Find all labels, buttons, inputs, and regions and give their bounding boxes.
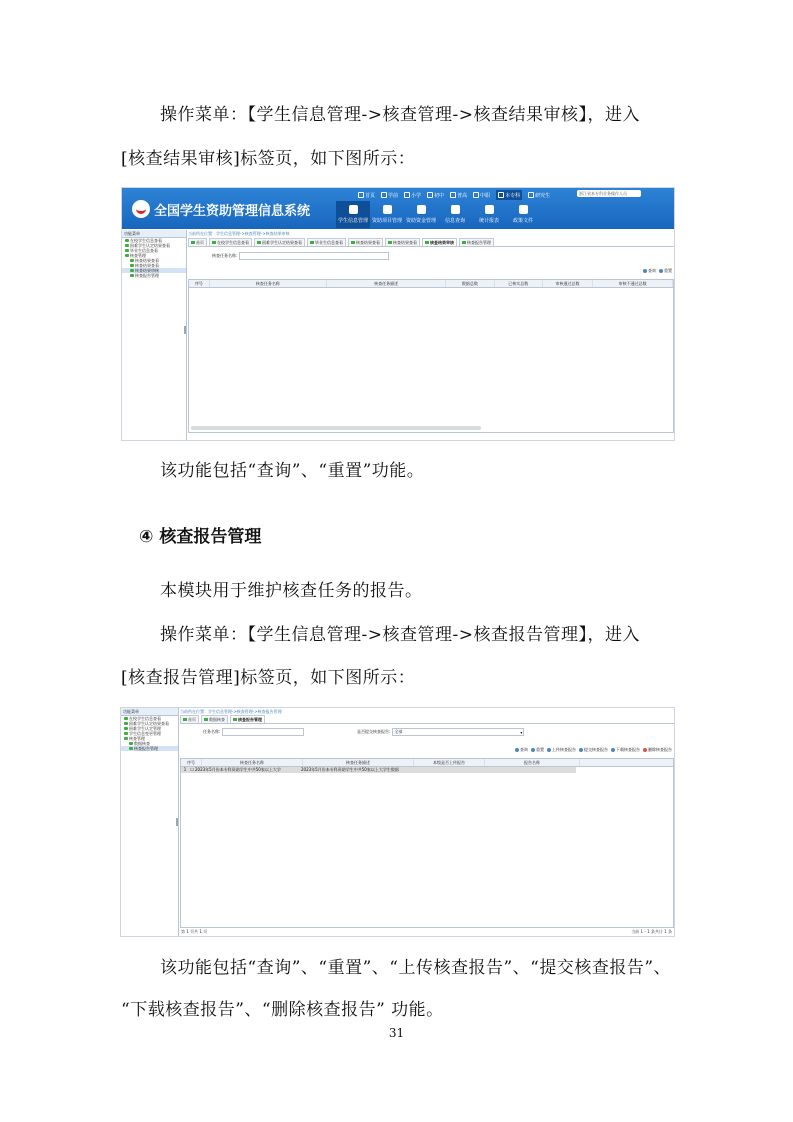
horizontal-scrollbar[interactable] xyxy=(191,426,481,430)
tab-label: 核查结果查看 xyxy=(393,239,417,245)
breadcrumb: 当前所在位置：学生信息管理->核查管理->核查报告管理 xyxy=(180,709,282,714)
document-icon xyxy=(519,205,528,214)
folder-icon xyxy=(124,722,128,725)
query-icon xyxy=(451,205,460,214)
menu-item-label: 在校学生信息查看 xyxy=(129,716,161,721)
menu-item-label: 核查报告管理 xyxy=(134,746,158,751)
pie-chart-icon xyxy=(485,205,494,214)
submit-status-filter xyxy=(357,728,524,736)
graduate-icon xyxy=(528,192,534,198)
tab-label: 在校学生信息查看 xyxy=(217,239,249,245)
column-header: 报告名称 xyxy=(485,759,580,766)
menu-item-label: 困难学生认定结果查看 xyxy=(129,721,169,726)
top-link-label: 初中 xyxy=(434,192,445,199)
submit-icon xyxy=(579,748,583,752)
reset-button[interactable] xyxy=(531,747,544,753)
search-form xyxy=(212,252,389,260)
system-title: 全国学生资助管理信息系统 xyxy=(154,204,311,219)
page-icon xyxy=(129,742,133,745)
top-link-label: 首页 xyxy=(365,192,376,199)
button-label: 查询 xyxy=(520,747,528,752)
vocational-icon xyxy=(473,192,479,198)
top-link-label: 小学 xyxy=(411,192,422,199)
menu-item-label: 在校学生信息查看 xyxy=(130,238,162,243)
module-label: 资助资金管理 xyxy=(405,218,436,224)
top-link-label: 研究生 xyxy=(535,192,551,199)
menu-item-label: 数据核查 xyxy=(134,741,150,746)
task-name-filter xyxy=(203,728,304,736)
module-policy[interactable] xyxy=(506,201,540,228)
task-name-input[interactable] xyxy=(239,252,389,260)
tab[interactable] xyxy=(254,238,305,246)
paragraph-module-desc: 本模块用于维护核查任务的报告。 xyxy=(160,581,423,601)
chevron-down-icon: ▾ xyxy=(520,729,523,735)
menu-item-label: 核查结果查看 xyxy=(135,258,159,263)
button-label: 提交核查报告 xyxy=(584,747,608,752)
function-menu-title: 功能菜单 xyxy=(122,230,186,238)
top-link-undergrad[interactable] xyxy=(496,190,522,200)
tab[interactable] xyxy=(459,238,494,246)
button-label: 上传核查报告 xyxy=(552,747,576,752)
button-label: 删除核查报告 xyxy=(648,747,672,752)
row-index: 1 xyxy=(183,767,187,772)
folder-icon xyxy=(124,727,128,730)
tab-icon xyxy=(388,241,392,244)
users-icon xyxy=(349,205,358,214)
tab[interactable] xyxy=(201,715,228,723)
folder-icon xyxy=(124,737,128,740)
submit-status-label: 是否提交核查报告: xyxy=(357,729,391,734)
toolbar xyxy=(515,747,672,753)
submit-report-button[interactable] xyxy=(579,747,608,753)
folder-icon xyxy=(124,717,128,720)
menu-item[interactable] xyxy=(122,273,186,278)
tab-label: 核查报告管理 xyxy=(467,239,491,245)
paragraph-menu-path-2: 操作菜单：【学生信息管理->核查管理->核查报告管理】，进入 xyxy=(160,625,640,645)
paragraph-menu-path-1-cont: [核查结果审核]标签页，如下图所示： xyxy=(121,149,416,169)
education-level-links xyxy=(358,190,550,200)
section-heading xyxy=(139,522,261,547)
row-checkbox[interactable]: ☐ xyxy=(190,767,194,772)
tab-label: 核查报告管理 xyxy=(238,716,262,722)
tab-active[interactable] xyxy=(230,715,265,723)
top-link-vocational[interactable] xyxy=(473,190,490,200)
upload-report-button[interactable] xyxy=(547,747,576,753)
preschool-icon xyxy=(381,192,387,198)
download-icon xyxy=(611,748,615,752)
top-link-graduate[interactable] xyxy=(528,190,550,200)
submit-status-select[interactable] xyxy=(392,728,524,736)
collapse-handle[interactable] xyxy=(176,818,178,826)
menu-item-selected[interactable] xyxy=(121,746,178,751)
tab[interactable] xyxy=(385,238,420,246)
tab-bar xyxy=(180,715,674,724)
search-icon xyxy=(515,748,519,752)
folder-icon xyxy=(125,239,129,242)
top-link-preschool[interactable] xyxy=(381,190,398,200)
column-header: 审核不通过总数 xyxy=(593,280,673,287)
download-report-button[interactable] xyxy=(611,747,640,753)
top-link-label: 普高 xyxy=(457,192,468,199)
row-report-name xyxy=(481,767,575,773)
paragraph-menu-path-1: 操作菜单：【学生信息管理->核查管理->核查结果审核】，进入 xyxy=(160,105,640,125)
funds-icon xyxy=(417,205,426,214)
top-link-junior[interactable] xyxy=(427,190,444,200)
tab-label: 核查结果查看 xyxy=(356,239,380,245)
pager-summary: 当前 1 - 1 条共计 1 条 xyxy=(631,929,672,934)
column-header: 序号 xyxy=(189,280,210,287)
pager-controls[interactable]: 第 1 页共 1 页 xyxy=(181,929,208,934)
menu-item-label: 核查管理 xyxy=(130,253,146,258)
tab[interactable] xyxy=(209,238,252,246)
task-name-input[interactable] xyxy=(222,728,304,736)
menu-item-label: 学生信息变更管理 xyxy=(129,731,161,736)
page-icon xyxy=(129,747,133,750)
button-label: 重置 xyxy=(664,268,672,273)
top-link-label: 中职 xyxy=(480,192,491,199)
tab-label: 困难学生认定结果查看 xyxy=(262,239,302,245)
folder-icon xyxy=(125,254,129,257)
module-label: 资助项目管理 xyxy=(371,218,402,224)
column-header: 核查任务描述 xyxy=(303,759,414,766)
reset-icon xyxy=(531,748,535,752)
senior-icon xyxy=(450,192,456,198)
data-grid xyxy=(188,279,674,433)
column-header: 审核通过总数 xyxy=(543,280,593,287)
paragraph-functions-1: 该功能包括“查询”、“重置”功能。 xyxy=(160,461,425,481)
column-header: 核查任务描述 xyxy=(327,280,446,287)
menu-item-label: 困难学生认定管理 xyxy=(129,726,161,731)
menu-item-label: 核查结果查看 xyxy=(135,263,159,268)
table-row[interactable] xyxy=(181,767,576,773)
tab[interactable] xyxy=(307,238,346,246)
reset-icon xyxy=(659,269,663,273)
paragraph-functions-2-cont: “下载核查报告”、“删除核查报告” 功能。 xyxy=(121,1000,444,1020)
menu-item-label: 毕业生信息查看 xyxy=(130,248,158,253)
module-reports[interactable] xyxy=(472,201,506,228)
module-nav xyxy=(336,201,540,228)
grid-header xyxy=(181,759,673,767)
module-label: 统计报表 xyxy=(478,218,499,224)
module-info-query[interactable] xyxy=(438,201,472,228)
delete-report-button[interactable] xyxy=(643,747,672,753)
module-label: 学生信息管理 xyxy=(337,218,368,224)
section-title: 核查报告管理 xyxy=(159,527,262,547)
menu-item-label: 困难学生认定结果查看 xyxy=(130,243,170,248)
folder-icon xyxy=(125,244,129,247)
top-link-label: 学前 xyxy=(388,192,399,199)
reset-button[interactable] xyxy=(659,268,672,274)
search-icon xyxy=(643,269,647,273)
tab-label: 首页 xyxy=(188,716,196,722)
row-task-desc: 2023年5月份本专科资助学生中共50家以上大学生数据 xyxy=(301,767,399,772)
submit-status-value: 全部 xyxy=(394,729,403,734)
module-student-info[interactable] xyxy=(336,201,370,228)
paragraph-functions-2: 该功能包括“查询”、“重置”、“上传核查报告”、“提交核查报告”、 xyxy=(160,958,672,978)
column-header: 已核实总数 xyxy=(495,280,543,287)
menu-item-label: 核查报告管理 xyxy=(135,273,159,278)
home-icon xyxy=(191,241,195,244)
briefcase-icon xyxy=(383,205,392,214)
tab-home[interactable] xyxy=(188,238,207,246)
tab-home[interactable] xyxy=(180,715,199,723)
button-label: 下载核查报告 xyxy=(616,747,640,752)
top-link-home[interactable] xyxy=(358,190,375,200)
tab-label: 首页 xyxy=(196,239,204,245)
top-link-primary[interactable] xyxy=(404,190,421,200)
query-button[interactable] xyxy=(643,268,656,274)
button-label: 查询 xyxy=(648,268,656,273)
function-menu xyxy=(122,230,187,440)
module-aid-project[interactable] xyxy=(370,201,404,228)
screenshot-verification-review xyxy=(121,187,675,441)
module-label: 政策文件 xyxy=(512,218,533,224)
screenshot-verification-report xyxy=(120,707,675,937)
row-uploaded xyxy=(411,767,481,773)
page-number: 31 xyxy=(388,1026,405,1040)
tab-active[interactable] xyxy=(422,238,457,246)
task-name-label: 任务名称: xyxy=(203,729,221,734)
page-icon xyxy=(130,274,134,277)
collapse-handle[interactable] xyxy=(184,326,186,334)
menu-item-label: 核查管理 xyxy=(129,736,145,741)
tab[interactable] xyxy=(348,238,383,246)
top-link-senior[interactable] xyxy=(450,190,467,200)
paragraph-menu-path-2-cont: [核查报告管理]标签页，如下图所示： xyxy=(121,668,416,688)
column-header: 序号 xyxy=(181,759,202,766)
menu-item-label: 核查结果审核 xyxy=(135,268,159,273)
column-header: 本级是否上传报告 xyxy=(414,759,485,766)
page-icon xyxy=(130,264,134,267)
section-number: ④ xyxy=(139,527,154,547)
tab-label: 核查结果审核 xyxy=(430,239,454,245)
module-label: 信息查询 xyxy=(444,218,465,224)
delete-icon xyxy=(643,748,647,752)
task-name-label: 核查任务名称: xyxy=(212,253,238,258)
grid-header xyxy=(189,280,673,288)
row-task-name: 2023年5月份本专科资助学生中共50家以上大学 xyxy=(195,767,281,772)
tab-icon xyxy=(351,241,355,244)
tab-icon xyxy=(204,718,208,721)
tab-icon xyxy=(310,241,314,244)
tab-label: 数据核查 xyxy=(209,716,225,722)
tab-label: 毕业生信息查看 xyxy=(315,239,343,245)
primary-icon xyxy=(404,192,410,198)
column-header: 核查任务名称 xyxy=(210,280,327,287)
junior-icon xyxy=(427,192,433,198)
page-icon xyxy=(130,269,134,272)
function-menu-title: 功能菜单 xyxy=(121,708,178,716)
column-header: 数据总数 xyxy=(446,280,494,287)
system-logo-icon xyxy=(132,200,150,218)
button-label: 重置 xyxy=(536,747,544,752)
upload-icon xyxy=(547,748,551,752)
module-aid-funds[interactable] xyxy=(404,201,438,228)
app-header xyxy=(122,188,674,229)
folder-icon xyxy=(124,732,128,735)
graduation-cap-icon xyxy=(498,192,504,198)
breadcrumb: 当前所在位置：学生信息管理->核查管理->核查结果审核 xyxy=(188,231,290,236)
tab-icon xyxy=(462,241,466,244)
tab-bar xyxy=(188,238,674,247)
home-icon xyxy=(183,718,187,721)
data-grid xyxy=(180,758,674,928)
function-menu xyxy=(121,708,179,936)
page-icon xyxy=(130,259,134,262)
user-select[interactable]: 浙江省本专科业务操作人员 xyxy=(577,190,641,197)
home-icon xyxy=(358,192,364,198)
tab-icon xyxy=(257,241,261,244)
tab-icon xyxy=(212,241,216,244)
top-link-label: 本专科 xyxy=(505,192,521,199)
pagination xyxy=(181,929,672,935)
tab-icon xyxy=(425,241,429,244)
column-header: 核查任务名称 xyxy=(202,759,303,766)
folder-icon xyxy=(125,249,129,252)
toolbar xyxy=(643,268,672,274)
tab-icon xyxy=(233,718,237,721)
query-button[interactable] xyxy=(515,747,528,753)
